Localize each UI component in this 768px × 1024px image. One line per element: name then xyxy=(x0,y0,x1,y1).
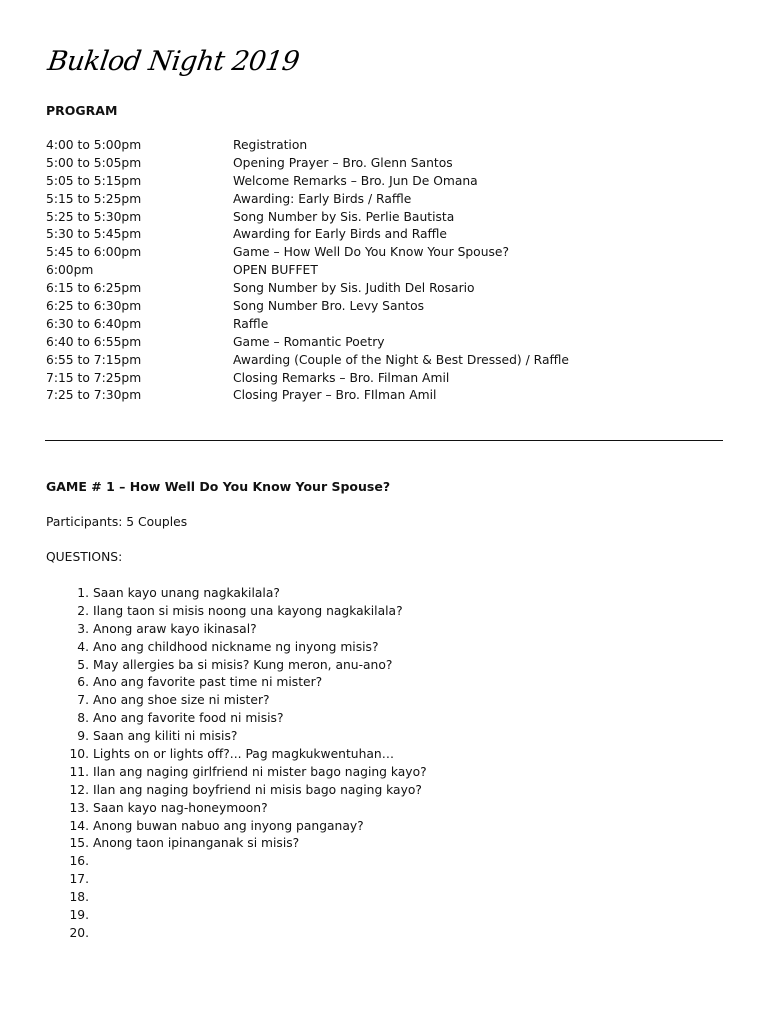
question-text: Saan ang kiliti ni misis? xyxy=(93,729,238,744)
question-number: 19. xyxy=(69,908,89,923)
question-number: 3. xyxy=(77,621,89,636)
schedule-event: Game – How Well Do You Know Your Spouse? xyxy=(233,245,509,260)
question-number: 17. xyxy=(69,872,89,887)
schedule-event: Raffle xyxy=(233,316,269,331)
question-text: May allergies ba si misis? Kung meron, anu-ano? xyxy=(93,657,393,672)
schedule-time: 6:00pm xyxy=(46,263,94,278)
program-heading: PROGRAM xyxy=(46,103,118,118)
participants-text: Participants: 5 Couples xyxy=(46,515,188,529)
question-number: 14. xyxy=(69,818,89,833)
question-text: Saan kayo nag-honeymoon? xyxy=(93,800,268,815)
question-text: Ano ang childhood nickname ng inyong misis? xyxy=(93,639,379,654)
game-heading: GAME # 1 – How Well Do You Know Your Spouse? xyxy=(46,479,391,494)
schedule-time: 6:40 to 6:55pm xyxy=(46,334,142,349)
question-text: Anong buwan nabuo ang inyong panganay? xyxy=(93,818,364,833)
schedule-event: OPEN BUFFET xyxy=(233,263,318,278)
schedule-time: 6:15 to 6:25pm xyxy=(46,281,142,296)
questions-label: QUESTIONS: xyxy=(46,550,123,564)
schedule-time: 5:00 to 5:05pm xyxy=(46,155,142,170)
schedule-event: Closing Prayer – Bro. FIlman Amil xyxy=(233,388,437,403)
schedule-time: 5:45 to 6:00pm xyxy=(46,245,142,260)
schedule-event: Song Number Bro. Levy Santos xyxy=(233,299,425,314)
question-text: Ano ang shoe size ni mister? xyxy=(93,693,270,708)
schedule-time: 5:05 to 5:15pm xyxy=(46,173,142,188)
question-number: 16. xyxy=(69,854,89,869)
question-number: 2. xyxy=(77,603,89,618)
schedule-time: 6:55 to 7:15pm xyxy=(46,352,142,367)
question-text: Lights on or lights off?... Pag magkukwentuhan… xyxy=(93,747,394,762)
schedule-event: Registration xyxy=(233,138,308,152)
question-number: 5. xyxy=(77,657,89,672)
question-number: 20. xyxy=(69,925,89,940)
question-text: Saan kayo unang nagkakilala? xyxy=(93,586,280,600)
question-number: 7. xyxy=(77,693,89,708)
question-number: 4. xyxy=(77,639,89,654)
schedule-event: Song Number by Sis. Perlie Bautista xyxy=(233,209,455,224)
schedule-event: Closing Remarks – Bro. Filman Amil xyxy=(233,370,450,385)
question-number: 18. xyxy=(69,890,89,905)
question-text: Anong taon ipinanganak si misis? xyxy=(93,836,300,851)
question-number: 10. xyxy=(69,747,89,762)
schedule-event: Awarding for Early Birds and Raffle xyxy=(233,227,447,242)
question-number: 13. xyxy=(69,800,89,815)
question-number: 6. xyxy=(77,675,89,690)
question-number: 9. xyxy=(77,729,89,744)
schedule-time: 4:00 to 5:00pm xyxy=(46,138,142,152)
question-text: Ano ang favorite food ni misis? xyxy=(93,711,284,726)
section-divider xyxy=(45,440,723,441)
question-number: 8. xyxy=(77,711,89,726)
question-text: Anong araw kayo ikinasal? xyxy=(93,621,257,636)
schedule-event: Awarding (Couple of the Night & Best Dressed) / Raffle xyxy=(233,352,569,367)
schedule-time: 6:25 to 6:30pm xyxy=(46,299,142,314)
question-number: 1. xyxy=(77,586,89,600)
question-text: Ano ang favorite past time ni mister? xyxy=(93,675,323,690)
schedule-time: 5:25 to 5:30pm xyxy=(46,209,142,224)
question-text: Ilan ang naging boyfriend ni misis bago naging kayo? xyxy=(93,782,422,797)
schedule-time: 7:25 to 7:30pm xyxy=(46,388,142,403)
schedule-event: Song Number by Sis. Judith Del Rosario xyxy=(233,281,475,296)
schedule-event: Awarding: Early Birds / Raffle xyxy=(233,191,412,206)
schedule-event: Welcome Remarks – Bro. Jun De Omana xyxy=(233,173,478,188)
schedule-event: Opening Prayer – Bro. Glenn Santos xyxy=(233,155,453,170)
schedule-time: 6:30 to 6:40pm xyxy=(46,316,142,331)
question-text: Ilang taon si misis noong una kayong nagkakilala? xyxy=(93,603,403,618)
question-number: 15. xyxy=(69,836,89,851)
schedule-event: Game – Romantic Poetry xyxy=(233,334,385,349)
schedule-time: 5:30 to 5:45pm xyxy=(46,227,142,242)
question-text: Ilan ang naging girlfriend ni mister bago naging kayo? xyxy=(93,764,427,779)
document-title: Buklod Night 2019 xyxy=(45,46,302,77)
schedule-time: 7:15 to 7:25pm xyxy=(46,370,142,385)
question-number: 11. xyxy=(69,764,89,779)
question-number: 12. xyxy=(69,782,89,797)
schedule-time: 5:15 to 5:25pm xyxy=(46,191,142,206)
